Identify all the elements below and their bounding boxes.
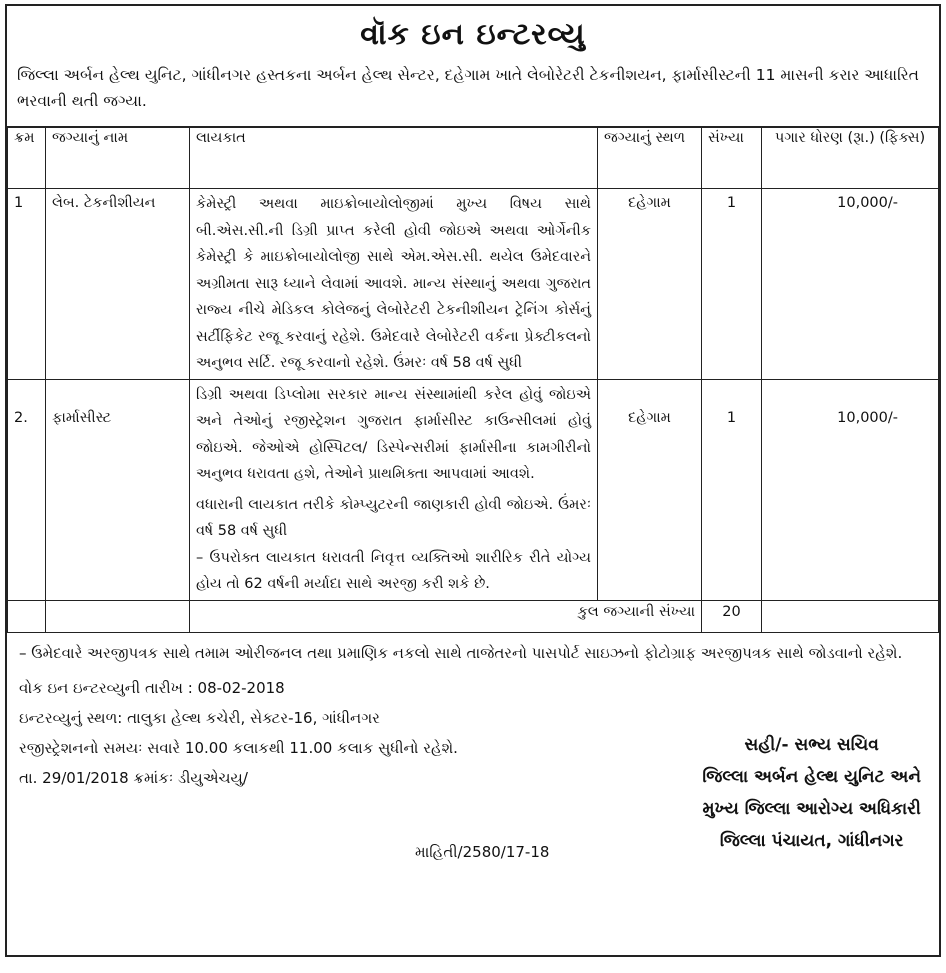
qualification-text: કેમેસ્ટ્રી અથવા માઇક્રોબાયોલોજીમાં મુખ્ય વિષય સાથે બી.એસ.સી.ની ડિગ્રી પ્રાપ્ત કરેલી હોવી જોઇએ અથવા ઓર્ગેનીક કેમેસ્ટ્રી કે માઇક્રોબાયોલોજી સાથે એમ.એસ.સી. થયેલ ઉમેદવારને અગ્રીમતા સારૂ ધ્યાને લેવામાં આવશે. માન્ય સંસ્થાનું અથવા ગુજરાત રાજ્ય નીચે મેડિકલ કોલેજનું લેબોરેટરી ટેકનીશીયન ટ્રેનિંગ કોર્સનું સર્ટીફિકેટ રજૂ કરવાનું રહેશે. ઉમેદવારે લેબોરેટરી વર્કના પ્રેક્ટીકલનો અનુભવ સર્ટિ. રજૂ કરવાનો રહેશે. ઉંમરઃ વર્ષ 58 વર્ષ સુધી <box>196 196 591 371</box>
total-value: 20 <box>702 600 762 632</box>
header-sr: ક્રમ <box>8 128 46 189</box>
signature-line-2: જિલ્લા અર્બન હેલ્થ યુનિટ અને <box>702 766 921 787</box>
header-salary: પગાર ધોરણ (રૂા.) (ફિક્સ) <box>762 128 939 189</box>
registration-time: રજીસ્ટ્રેશનનો સમયઃ સવારે 10.00 કલાકથી 11.00 કલાક સુધીનો રહેશે. <box>19 738 458 757</box>
reference-number: તા. 29/01/2018 ક્રમાંકઃ ડીયુએચયુ/ <box>19 768 248 787</box>
row-place: દહેગામ <box>598 189 702 380</box>
header-qualification: લાયકાત <box>190 128 598 189</box>
row-salary: 10,000/- <box>762 189 939 380</box>
header-count: સંખ્યા <box>702 128 762 189</box>
footer-note: – ઉમેદવારે અરજીપત્રક સાથે તમામ ઓરીજનલ તથા પ્રમાણિક નકલો સાથે તાજેતરનો પાસપોર્ટ સાઇઝનો ફોટોગ્રાફ અરજીપત્રક સાથે જોડવાનો રહેશે. <box>19 643 903 662</box>
table-row <box>8 379 939 600</box>
table-row <box>8 189 939 380</box>
total-label: કુલ જગ્યાની સંખ્યા <box>190 600 702 632</box>
intro-text: જિલ્લા અર્બન હેલ્થ યુનિટ, ગાંધીનગર હસ્તકના અર્બન હેલ્થ સેન્ટર, દહેગામ ખાતે લેબોરેટરી ટેકનીશયન, ફાર્માસીસ્ટની 11 માસની કરાર આધારિત ભરવાની થતી જગ્યા. <box>7 62 939 127</box>
advertisement <box>5 4 941 957</box>
qualification-extra: વધારાની લાયકાત તરીકે કોમ્પ્યુટરની જાણકારી હોવી જોઇએ. ઉંમરઃ વર્ષ 58 વર્ષ સુધી <box>196 496 591 539</box>
qualification-text: ડિગ્રી અથવા ડિપ્લોમા સરકાર માન્ય સંસ્થામાંથી કરેલ હોવું જોઇએ અને તેઓનું રજીસ્ટ્રેશન ગુજરાત ફાર્માસીસ્ટ કાઉન્સીલમાં હોવું જોઇએ. જેઓએ હોસ્પિટલ/ ડિસ્પેન્સરીમાં ફાર્માસીના કામગીરીનો અનુભવ ધરાવતા હશે, તેઓને પ્રાથમિક્તા આપવામાં આવશે. <box>196 386 591 482</box>
row-sr: 1 <box>8 189 46 380</box>
row-sr: 2. <box>8 379 46 600</box>
row-place: દહેગામ <box>598 379 702 600</box>
interview-date: વોક ઇન ઇન્ટરવ્યુની તારીખ : 08-02-2018 <box>19 678 285 697</box>
table-header-row <box>8 128 939 189</box>
header-place: જગ્યાનું સ્થળ <box>598 128 702 189</box>
signature-line-4: જિલ્લા પંચાયત, ગાંધીનગર <box>719 830 904 851</box>
row-count: 1 <box>702 189 762 380</box>
row-count: 1 <box>702 379 762 600</box>
interview-place: ઇન્ટરવ્યુનું સ્થળ: તાલુકા હેલ્થ કચેરી, સેક્ટર-16, ગાંધીનગર <box>19 708 380 727</box>
signature-block <box>702 729 921 857</box>
signature-line-1: સહી/- સભ્ય સચિવ <box>744 734 879 755</box>
row-qualification <box>190 379 598 600</box>
total-row <box>8 600 939 632</box>
row-qualification <box>190 189 598 380</box>
header-post: જગ્યાનું નામ <box>46 128 190 189</box>
row-post: ફાર્માસીસ્ટ <box>46 379 190 600</box>
qualification-note: – ઉપરોક્ત લાયકાત ધરાવતી નિવૃત્ત વ્યક્તિઓ શારીરિક રીતે યોગ્ય હોય તો 62 વર્ષની મર્યાદા સાથે અરજી કરી શકે છે. <box>196 549 591 592</box>
page-title: વૉક ઇન ઇન્ટરવ્યુ <box>360 16 586 52</box>
row-salary: 10,000/- <box>762 379 939 600</box>
row-post: લેબ. ટેકનીશીયન <box>46 189 190 380</box>
information-number: માહિતી/2580/17-18 <box>415 842 550 861</box>
vacancy-table <box>7 127 939 633</box>
signature-line-3: મુખ્ય જિલ્લા આરોગ્ય અધિકારી <box>702 798 921 819</box>
footer <box>7 633 939 861</box>
